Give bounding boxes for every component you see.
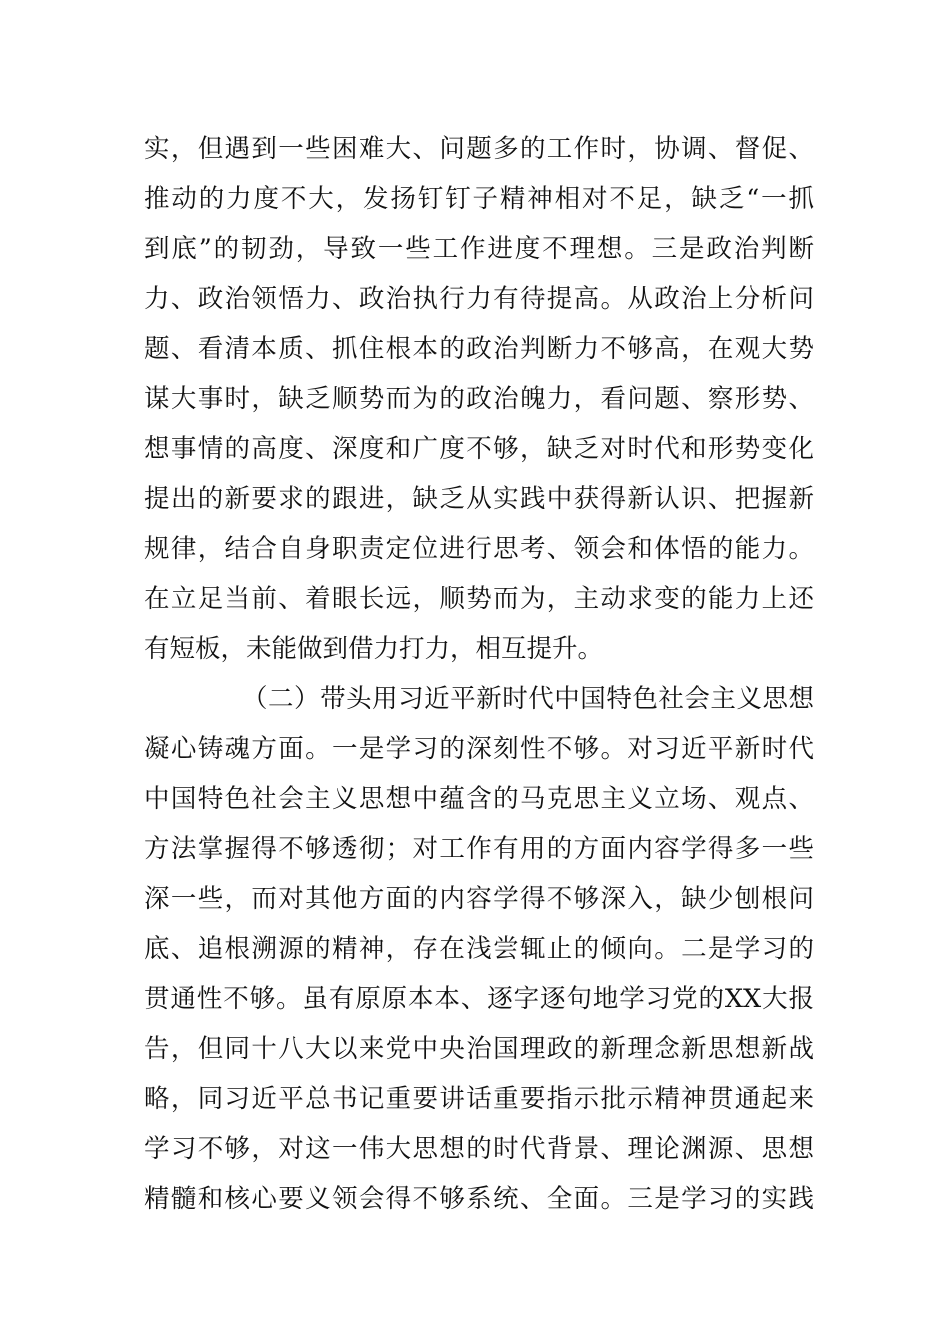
text-line: 推动的力度不大，发扬钉钉子精神相对不足，缺乏“一抓 bbox=[144, 184, 814, 214]
text-line: 凝心铸魂方面。一是学习的深刻性不够。对习近平新时代 bbox=[144, 734, 814, 764]
text-line: 方法掌握得不够透彻；对工作有用的方面内容学得多一些 bbox=[144, 834, 814, 864]
text-line: 实，但遇到一些困难大、问题多的工作时，协调、督促、 bbox=[144, 134, 814, 164]
text-line: 深一些，而对其他方面的内容学得不够深入，缺少刨根问 bbox=[144, 884, 814, 914]
body-text bbox=[144, 124, 814, 1224]
text-line: 题、看清本质、抓住根本的政治判断力不够高，在观大势 bbox=[144, 334, 814, 364]
text-line: 有短板，未能做到借力打力，相互提升。 bbox=[144, 634, 604, 664]
text-line: 想事情的高度、深度和广度不够，缺乏对时代和形势变化 bbox=[144, 434, 814, 464]
paragraph-2 bbox=[144, 674, 814, 1224]
text-line: 到底”的韧劲，导致一些工作进度不理想。三是政治判断 bbox=[144, 234, 814, 264]
text-line: 提出的新要求的跟进，缺乏从实践中获得新认识、把握新 bbox=[144, 484, 814, 514]
text-line: 精髓和核心要义领会得不够系统、全面。三是学习的实践 bbox=[144, 1184, 814, 1214]
text-line: 略，同习近平总书记重要讲话重要指示批示精神贯通起来 bbox=[144, 1084, 814, 1114]
section-heading-line: （二）带头用习近平新时代中国特色社会主义思想 bbox=[242, 684, 814, 714]
text-line: 学习不够，对这一伟大思想的时代背景、理论渊源、思想 bbox=[144, 1134, 814, 1164]
text-line: 告，但同十八大以来党中央治国理政的新理念新思想新战 bbox=[144, 1034, 814, 1064]
text-line: 底、追根溯源的精神，存在浅尝辄止的倾向。二是学习的 bbox=[144, 934, 814, 964]
text-line: 中国特色社会主义思想中蕴含的马克思主义立场、观点、 bbox=[144, 784, 814, 814]
text-line: 在立足当前、着眼长远，顺势而为，主动求变的能力上还 bbox=[144, 584, 814, 614]
text-line: 力、政治领悟力、政治执行力有待提高。从政治上分析问 bbox=[144, 284, 814, 314]
text-line: 谋大事时，缺乏顺势而为的政治魄力，看问题、察形势、 bbox=[144, 384, 814, 414]
text-line: 规律，结合自身职责定位进行思考、领会和体悟的能力。 bbox=[144, 534, 814, 564]
text-line: 贯通性不够。虽有原原本本、逐字逐句地学习党的XX大报 bbox=[144, 984, 814, 1014]
paragraph-1 bbox=[144, 124, 814, 674]
